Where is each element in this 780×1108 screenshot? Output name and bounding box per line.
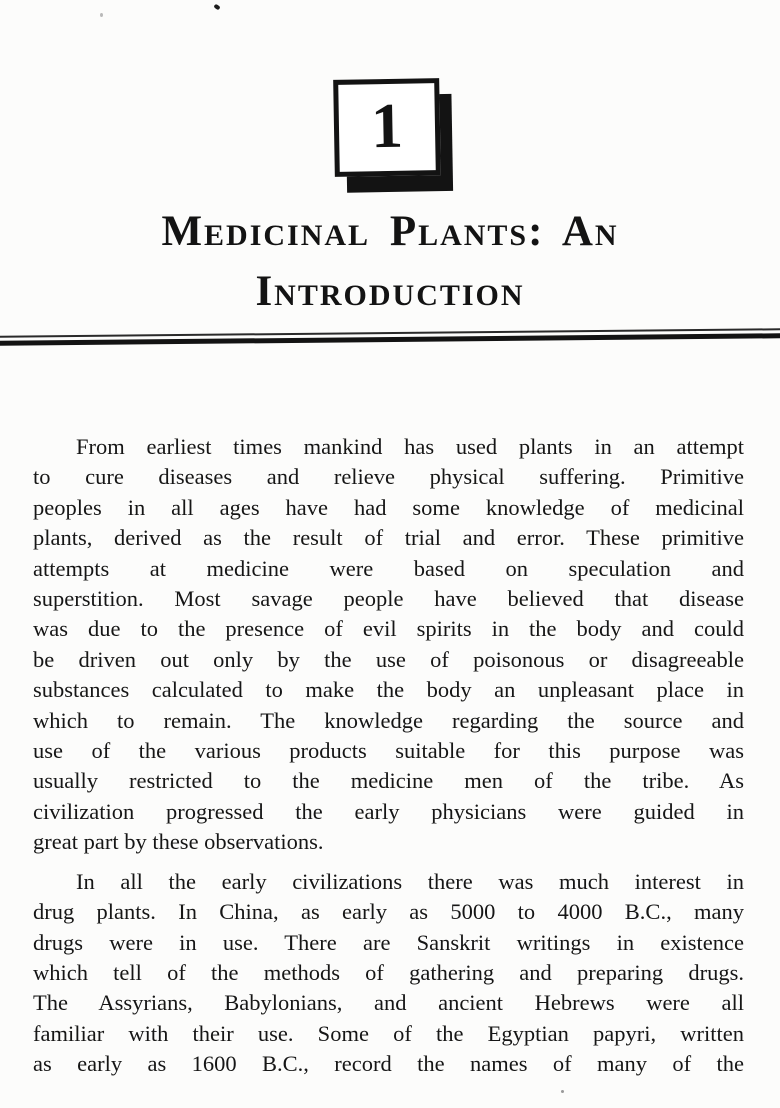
text-line: peoples in all ages have had some knowledge of medicinal <box>33 494 744 520</box>
paragraph-1 <box>33 432 744 858</box>
text-line: From earliest times mankind has used plants in an attempt <box>76 434 744 459</box>
text-line: usually restricted to the medicine men of the tribe. As <box>33 768 744 794</box>
text-line: attempts at medicine were based on speculation and <box>33 555 744 581</box>
text-line: was due to the presence of evil spirits in the body and could <box>33 616 744 642</box>
text-line: The Assyrians, Babylonians, and ancient Hebrews were all <box>33 990 744 1016</box>
chapter-title <box>0 202 780 322</box>
text-line: familiar with their use. Some of the Egyptian papyri, written <box>33 1020 744 1046</box>
text-line: as early as 1600 B.C., record the names of many of the <box>33 1051 744 1077</box>
scan-artifact <box>561 1090 564 1093</box>
text-line: to cure diseases and relieve physical suffering. Primitive <box>33 464 744 490</box>
chapter-title-line1: Medicinal Plants: An <box>161 208 619 255</box>
chapter-number: 1 <box>370 89 404 161</box>
text-line: civilization progressed the early physicians were guided in <box>33 798 744 824</box>
text-line: plants, derived as the result of trial and error. These primitive <box>33 525 744 551</box>
text-line: substances calculated to make the body an unpleasant place in <box>33 677 744 703</box>
text-line: In all the early civilizations there was much interest in <box>76 868 744 894</box>
text-line: which tell of the methods of gathering and preparing drugs. <box>33 959 744 985</box>
text-line: use of the various products suitable for this purpose was <box>33 738 744 764</box>
title-divider-rule <box>0 328 780 346</box>
text-line: drug plants. In China, as early as 5000 to 4000 B.C., many <box>33 899 744 925</box>
scan-artifact <box>100 13 103 17</box>
paragraph-2 <box>33 867 744 1080</box>
text-line: drugs were in use. There are Sanskrit writings in existence <box>33 929 744 955</box>
text-line: superstition. Most savage people have believed that disease <box>33 586 744 612</box>
text-line: which to remain. The knowledge regarding the source and <box>33 707 744 733</box>
body-text <box>33 432 744 1080</box>
text-line: great part by these observations. <box>33 829 324 855</box>
text-line: be driven out only by the use of poisonous or disagreeable <box>33 646 744 672</box>
chapter-title-line2: Introduction <box>255 268 525 315</box>
scan-artifact <box>213 4 220 11</box>
chapter-number-box <box>333 78 441 177</box>
